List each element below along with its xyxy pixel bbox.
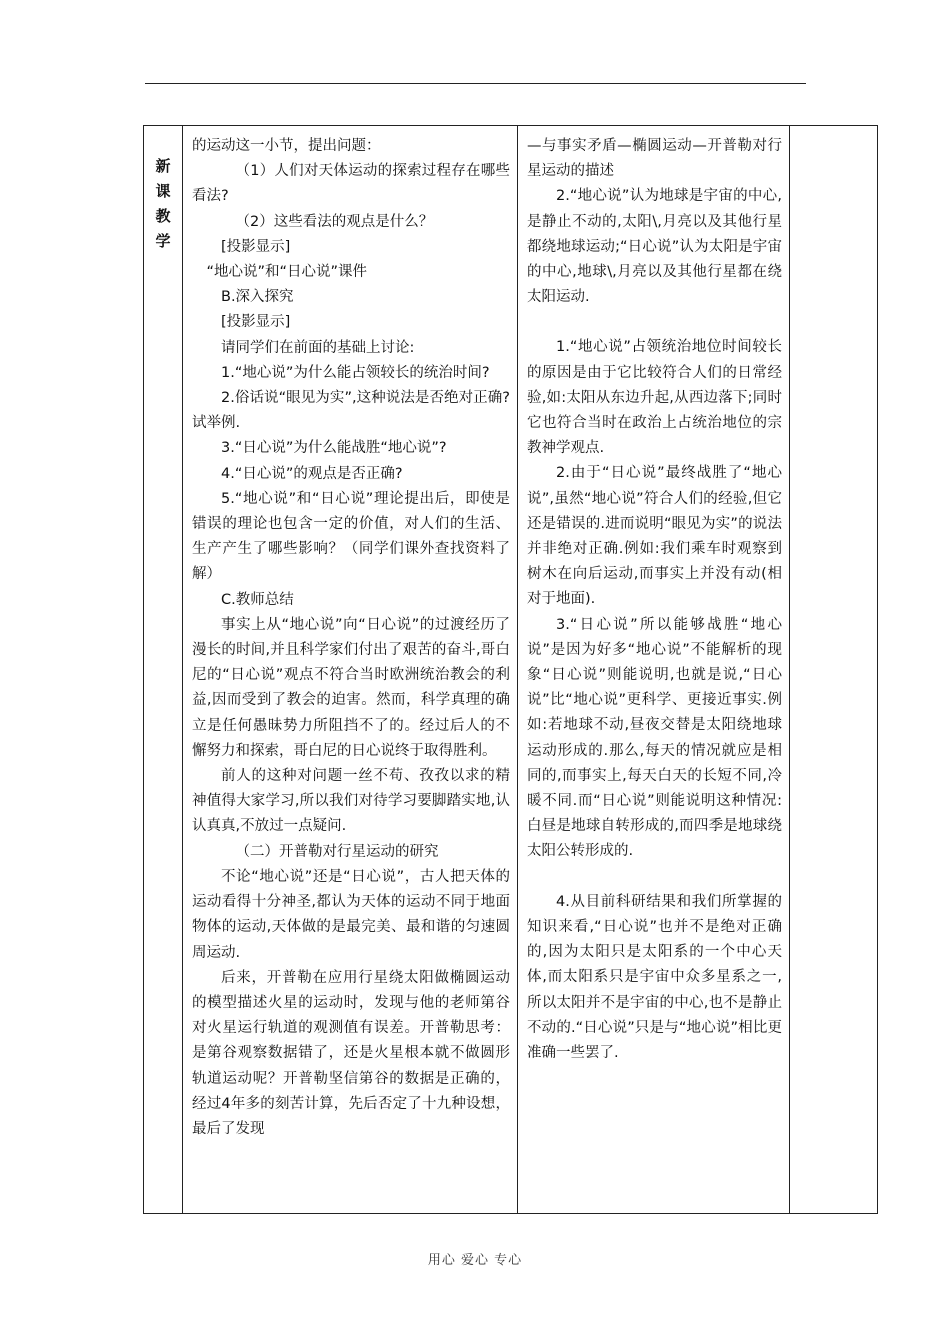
paragraph: 请同学们在前面的基础上讨论: xyxy=(221,339,415,356)
courseware-note: “地心说”和“日心说”课件 xyxy=(206,264,368,281)
discussion-question: 2.俗话说“眼见为实”,这种说法是否绝对正确?试举例. xyxy=(192,390,510,432)
section-label-char: 课 xyxy=(155,182,171,200)
projection-note: [投影显示] xyxy=(221,314,291,331)
header-rule xyxy=(145,83,806,84)
page-footer: 用心 爱心 专心 xyxy=(427,1253,523,1268)
subsection-heading: C.教师总结 xyxy=(221,591,294,608)
column-divider xyxy=(517,126,518,1213)
student-answer-column xyxy=(527,134,782,1066)
answer-paragraph: 2.由于“日心说”最终战胜了“地心说”,虽然“地心说”符合人们的经验,但它还是错误的.进而说明“眼见为实”的说法并非绝对正确.例如:我们乘车时观察到树木在向后运动,而事实上并没有动(相对于地面). xyxy=(527,465,782,608)
answer-paragraph: 3.“日心说”所以能够战胜“地心说”是因为好多“地心说”不能解析的现象“日心说”则能说明,也就是说,“日心说”比“地心说”更科学、更接近事实.例如:若地球不动,昼夜交替是太阳绕地球运动形成的.那么,每天的情况就应是相同的,而事实上,每天白天的长短不同,冷暖不同.而“日心说”则能说明这种情况:白昼是地球自转形成的,而四季是地球绕太阳公转形成的. xyxy=(527,616,782,860)
paragraph: 的运动这一小节，提出问题： xyxy=(192,138,381,154)
discussion-question: 1.“地心说”为什么能占领较长的统治时间? xyxy=(221,364,490,381)
discussion-question: 4.“日心说”的观点是否正确? xyxy=(221,465,403,482)
spacer xyxy=(527,310,782,335)
question-1: （1）人们对天体运动的探索过程存在哪些看法? xyxy=(192,163,510,205)
column-divider xyxy=(789,126,790,1213)
spacer xyxy=(527,865,782,890)
discussion-question: 3.“日心说”为什么能战胜“地心说”? xyxy=(221,440,447,457)
answer-paragraph: —与事实矛盾—椭圆运动—开普勒对行星运动的描述 xyxy=(527,138,782,180)
section-label-char: 教 xyxy=(155,207,171,225)
column-divider xyxy=(182,126,183,1213)
section-label-char: 学 xyxy=(155,232,171,250)
answer-paragraph: 2.“地心说”认为地球是宇宙的中心,是静止不动的,太阳\,月亮以及其他行星都绕地球运动;“日心说”认为太阳是宇宙的中心,地球\,月亮以及其他行星都在绕太阳运动. xyxy=(527,188,782,306)
teaching-content-column xyxy=(192,134,510,1142)
lesson-table xyxy=(143,125,878,1214)
section-label-char: 新 xyxy=(155,157,171,175)
paragraph: 后来，开普勒在应用行星绕太阳做椭圆运动的模型描述火星的运动时，发现与他的老师第谷对火星运行轨道的观测值有误差。开普勒思考：是第谷观察数据错了，还是火星根本就不做圆形轨道运动呢？开普勒坚信第谷的数据是正确的，经过4年多的刻苦计算，先后否定了十九种设想，最后了发现 xyxy=(192,969,510,1137)
projection-note: [投影显示] xyxy=(221,238,291,255)
paragraph: 不论“地心说”还是“日心说”，古人把天体的运动看得十分神圣,都认为天体的运动不同于地面物体的运动,天体做的是最完美、最和谐的匀速圆周运动. xyxy=(192,868,510,961)
paragraph: 前人的这种对问题一丝不苟、孜孜以求的精神值得大家学习,所以我们对待学习要脚踏实地,认认真真,不放过一点疑问. xyxy=(192,768,510,835)
subsection-heading: B.深入探究 xyxy=(221,289,294,306)
section-heading: （二）开普勒对行星运动的研究 xyxy=(235,843,439,860)
answer-paragraph: 1.“地心说”占领统治地位时间较长的原因是由于它比较符合人们的日常经验,如:太阳从东边升起,从西边落下;同时它也符合当时在政治上占统治地位的宗教神学观点. xyxy=(527,339,782,457)
discussion-question: 5.“地心说”和“日心说”理论提出后，即使是错误的理论也包含一定的价值，对人们的生活、生产产生了哪些影响？（同学们课外查找资料了解） xyxy=(192,490,510,583)
question-2: （2）这些看法的观点是什么？ xyxy=(235,213,434,230)
paragraph: 事实上从“地心说”向“日心说”的过渡经历了漫长的时间,并且科学家们付出了艰苦的奋斗,哥白尼的“日心说”观点不符合当时欧洲统治教会的利益,因而受到了教会的迫害。然而，科学真理的确立是任何愚昧势力所阻挡不了的。经过后人的不懈努力和探索，哥白尼的日心说终于取得胜利。 xyxy=(192,616,510,759)
answer-paragraph: 4.从目前科研结果和我们所掌握的知识来看,“日心说”也并不是绝对正确的,因为太阳只是太阳系的一个中心天体,而太阳系只是宇宙中众多星系之一,所以太阳并不是宇宙的中心,也不是静止不动的.“日心说”只是与“地心说”相比更准确一些罢了. xyxy=(527,893,782,1061)
section-label xyxy=(144,154,182,254)
